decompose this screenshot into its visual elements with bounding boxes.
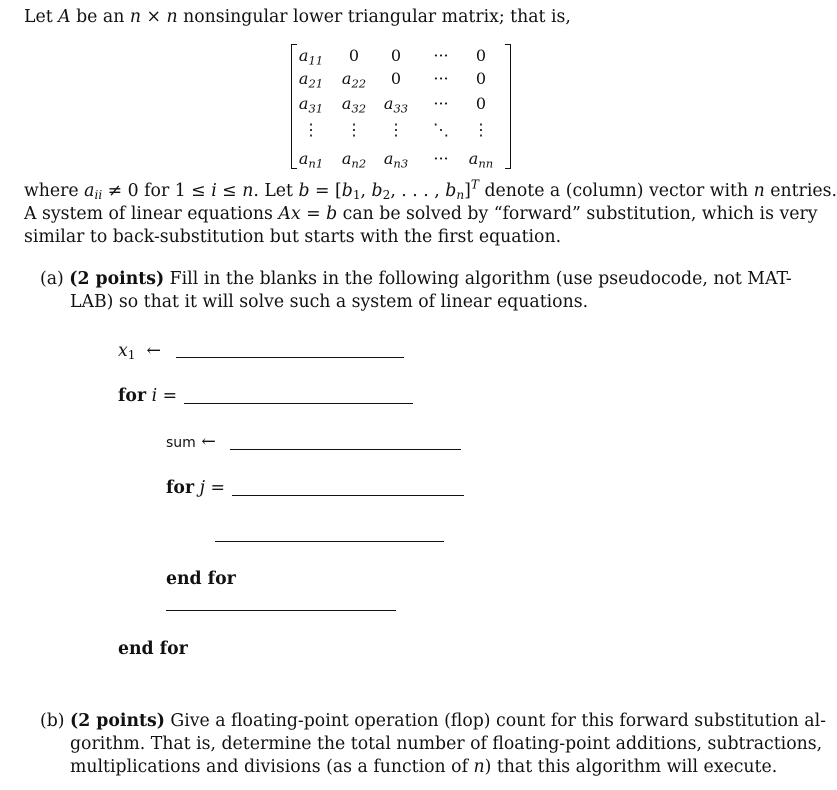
matrix-cell-r5-c4: ··· (433, 149, 449, 168)
matrix-cell-r3-c3: $a_{33}$ (383, 94, 409, 116)
matrix-cell-r2-c4: ··· (433, 69, 449, 88)
part-a-points: (2 points) (69, 269, 165, 289)
part-b-points: (2 points) (70, 711, 165, 731)
part-a-label: (a) (40, 269, 64, 289)
blank-x-assign[interactable] (166, 610, 396, 611)
matrix-cell-r1-c4: ··· (433, 46, 449, 65)
blank-sum-init[interactable] (230, 449, 461, 450)
matrix-cell-r4-c2: ⋮ (346, 120, 362, 139)
matrix-cell-r4-c5: ⋮ (473, 120, 489, 139)
part-b-line-2: gorithm. That is, determine the total number of floating-point additions, subtractions, (70, 734, 823, 754)
matrix-cell-r1-c2: 0 (348, 46, 360, 65)
matrix-cell-r4-c1: ⋮ (303, 120, 319, 139)
algo-outer-for: for i = (118, 386, 178, 406)
part-b-line-1: (b) (2 points) Give a floating-point operation (flop) count for this forward substitution al- (40, 711, 826, 731)
matrix-cell-r2-c1: $a_{21}$ (298, 69, 324, 91)
matrix-cell-r5-c1: $a_{n1}$ (298, 149, 324, 171)
matrix-cell-r3-c4: ··· (433, 94, 449, 113)
matrix-left-bracket (291, 44, 297, 169)
matrix-cell-r1-c5: 0 (475, 46, 487, 65)
blank-outer-loop-range[interactable] (184, 403, 413, 404)
part-a-line-1: (a) (2 points) Fill in the blanks in the following algorithm (use pseudocode, not MAT- (40, 269, 792, 289)
description-line-2: A system of linear equations Ax = b can be solved by “forward” substitution, which is very (24, 204, 818, 224)
part-a-line-2: LAB) so that it will solve such a system of linear equations. (70, 292, 589, 312)
algo-x1-line: $x_1$ ← (118, 341, 161, 363)
matrix-cell-r1-c1: $a_{11}$ (298, 46, 324, 68)
matrix-cell-r2-c3: 0 (390, 69, 402, 88)
description-line-1-text: where $a_{ii} \ne 0$ for 1 ≤ i ≤ n. Let $b = [b_1$, $b_2$, . . . , $b_n]^T$ denote a (column) vector with n entries. (24, 177, 837, 203)
matrix-cell-r3-c5: 0 (475, 94, 487, 113)
matrix-cell-r3-c2: $a_{32}$ (341, 94, 367, 116)
matrix-cell-r4-c4: ⋱ (433, 120, 449, 139)
matrix-cell-r2-c2: $a_{22}$ (341, 69, 367, 91)
algo-sum-line: sum ← (166, 432, 216, 452)
matrix-cell-r2-c5: 0 (475, 69, 487, 88)
blank-inner-loop-body[interactable] (215, 541, 444, 542)
algo-end-for-outer: end for (118, 639, 188, 659)
part-b-line-3: multiplications and divisions (as a function of n) that this algorithm will execute. (70, 757, 778, 777)
description-line-3: similar to back-substitution but starts with the first equation. (24, 227, 562, 247)
lower-triangular-matrix (291, 40, 511, 171)
matrix-cell-r5-c2: $a_{n2}$ (341, 149, 367, 171)
blank-x1-init[interactable] (176, 357, 404, 358)
matrix-cell-r4-c3: ⋮ (388, 120, 404, 139)
algo-inner-for: for j = (166, 478, 225, 498)
description-line-1 (24, 177, 837, 203)
matrix-cell-r5-c3: $a_{n3}$ (383, 149, 409, 171)
matrix-cell-r5-c5: $a_{nn}$ (468, 149, 494, 171)
matrix-cell-r1-c3: 0 (390, 46, 402, 65)
matrix-right-bracket (505, 44, 511, 169)
part-b-label: (b) (40, 711, 65, 731)
matrix-cell-r3-c1: $a_{31}$ (298, 94, 324, 116)
intro-line: Let A be an n × n nonsingular lower triangular matrix; that is, (24, 7, 571, 27)
blank-inner-loop-range[interactable] (232, 495, 464, 496)
algo-end-for-inner: end for (166, 569, 236, 589)
